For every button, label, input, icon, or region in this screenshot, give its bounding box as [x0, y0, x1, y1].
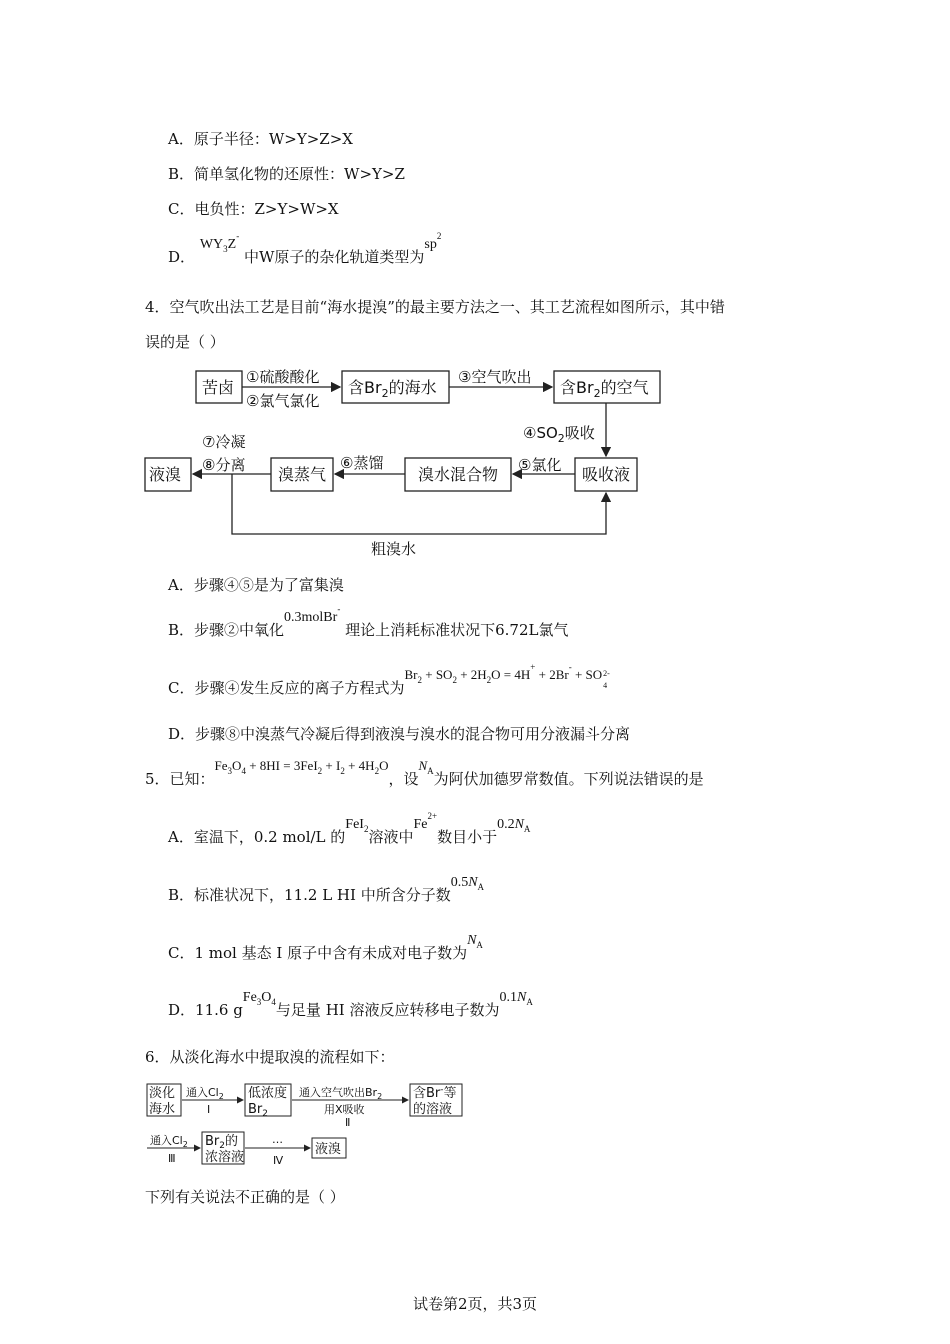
q6-box5: 液溴	[315, 1142, 342, 1157]
ionic-equation: $Br_2 + SO_2 + 2H_2O = 4H^+ + 2Br^-$ + SO 2- 4	[404, 662, 610, 690]
q6-stem: 6．从淡化海水中提取溴的流程如下：	[145, 1048, 395, 1066]
q6-arrow3-top: 通入$Cl_2$	[150, 1134, 188, 1149]
q5-option-c: C．1 mol 基态 I 原子中含有未成对电子数为$N_A$	[168, 933, 483, 962]
fe2plus-formula: $Fe^{2+}$	[413, 811, 438, 832]
na-amount-a: $0.2N_A$	[497, 817, 531, 834]
label-step6: ⑥蒸馏	[340, 454, 384, 472]
q6-arrow4-bottom: Ⅳ	[273, 1154, 284, 1167]
q3-option-d: D． $WY_3Z^-$ 中W原子的杂化轨道类型为$sp^2$	[168, 231, 442, 266]
label-step7: ⑦冷凝	[202, 433, 246, 451]
q5-option-d: D．11.6 $gFe_3O_4$与足量 HI 溶液反应转移电子数为$0.1N_A$	[168, 990, 533, 1019]
na-amount-b: $0.5N_A$	[450, 875, 485, 892]
q5-stem: 5．已知：$Fe_3O_4 + 8HI = 3FeI_2 + I_2 + 4H_2O$，设$N_A$为阿伏加德罗常数值。下列说法错误的是	[145, 758, 704, 788]
q6-arrow1-bottom: Ⅰ	[207, 1103, 211, 1116]
q6-arrow4-top: …	[272, 1133, 283, 1146]
q4-stem-line2: 误的是（ ）	[145, 333, 225, 351]
page-footer: 试卷第2页，共3页	[412, 1295, 538, 1313]
q3-option-c: C．电负性：Z>Y>W>X	[168, 200, 339, 218]
q6-box3-line2: 的溶液	[413, 1102, 453, 1117]
q6-box1-line1: 淡化	[149, 1086, 176, 1101]
q5-option-a: A．室温下，0.2 mol/L 的FeI$_2$溶液中$Fe^{2+}$数目小于$0.2N_A$	[168, 811, 531, 846]
label-step3: ③空气吹出	[458, 368, 532, 386]
label-step1: ①硫酸酸化	[246, 368, 320, 386]
label-kulu: 苦卤	[202, 378, 235, 397]
q6-arrow2-top: 通入空气吹出$Br_2$	[299, 1086, 383, 1101]
q3-option-b: B．简单氢化物的还原性：W>Y>Z	[168, 165, 405, 183]
label-br2-air: 含$Br_2$的空气	[560, 378, 649, 400]
q5-option-b: B．标准状况下，11.2 L HI 中所含分子数$0.5N_A$	[168, 875, 485, 904]
label-step8: ⑧分离	[202, 456, 246, 474]
q6-box2-line2: $Br_2$	[248, 1102, 268, 1119]
sp2-formula: $sp^2$	[424, 231, 442, 252]
q6-arrow3-bottom: Ⅲ	[168, 1152, 176, 1165]
label-crude-bromine-water: 粗溴水	[371, 540, 417, 558]
label-br2-seawater: 含$Br_2$的海水	[348, 378, 437, 400]
na-amount-c: $N_A$	[467, 933, 483, 950]
na-symbol: $N_A$	[418, 758, 434, 776]
q6-box1-line2: 海水	[149, 1102, 176, 1117]
q4-stem-line1: 4．空气吹出法工艺是目前“海水提溴”的最主要方法之一、其工艺流程如图所示，其中错	[145, 298, 725, 316]
br-amount-formula: 0.3molBr-	[284, 604, 341, 625]
q6-box4-line2: 浓溶液	[205, 1150, 245, 1165]
q3-option-a: A．原子半径：W>Y>Z>X	[168, 130, 353, 148]
q6-box3-line1: 含Br-等	[413, 1085, 457, 1101]
q6-arrow1-top: 通入$Cl_2$	[186, 1086, 224, 1101]
q6-box2-line1: 低浓度	[248, 1086, 288, 1101]
label-absorb-liquid: 吸收液	[582, 465, 631, 484]
q5-equation: $Fe_3O_4 + 8HI = 3FeI_2 + I_2 + 4H_2O$	[214, 758, 389, 776]
q4-option-d: D．步骤⑧中溴蒸气冷凝后得到液溴与溴水的混合物可用分液漏斗分离	[168, 725, 631, 743]
label-bromine-mixture: 溴水混合物	[418, 465, 499, 484]
q4-option-a: A．步骤④⑤是为了富集溴	[168, 576, 344, 594]
fe3o4-formula: $Fe_3O_4$	[242, 990, 276, 1007]
q6-box4-line1: $Br_2$的	[205, 1134, 239, 1151]
q6-flow-diagram	[144, 1080, 474, 1170]
wy3z-formula: $WY_3Z^-$	[199, 231, 240, 254]
q6-arrow2-bottom1: 用X吸收	[324, 1103, 365, 1116]
na-amount-d: $0.1N_A$	[499, 990, 533, 1007]
q4-option-b: B．步骤②中氧化0.3molBr- 理论上消耗标准状况下6.72L氯气	[168, 604, 569, 639]
q6-arrow2-bottom2: Ⅱ	[345, 1116, 351, 1129]
q4-option-c: C．步骤④发生反应的离子方程式为$Br_2 + SO_2 + 2H_2O = 4H^+ + 2Br^-$ + SO 2- 4	[168, 662, 610, 697]
q6-after-text: 下列有关说法不正确的是（ ）	[145, 1188, 345, 1206]
label-bromine-vapor: 溴蒸气	[278, 465, 327, 484]
label-liquid-bromine: 液溴	[149, 465, 182, 484]
q4-flow-diagram	[140, 362, 649, 562]
label-step4: $④SO_2$吸收	[523, 424, 595, 445]
label-step5: ⑤氯化	[518, 456, 562, 474]
label-step2: ②氯气氯化	[246, 392, 320, 410]
fei2-formula: FeI$_2$	[345, 817, 369, 834]
